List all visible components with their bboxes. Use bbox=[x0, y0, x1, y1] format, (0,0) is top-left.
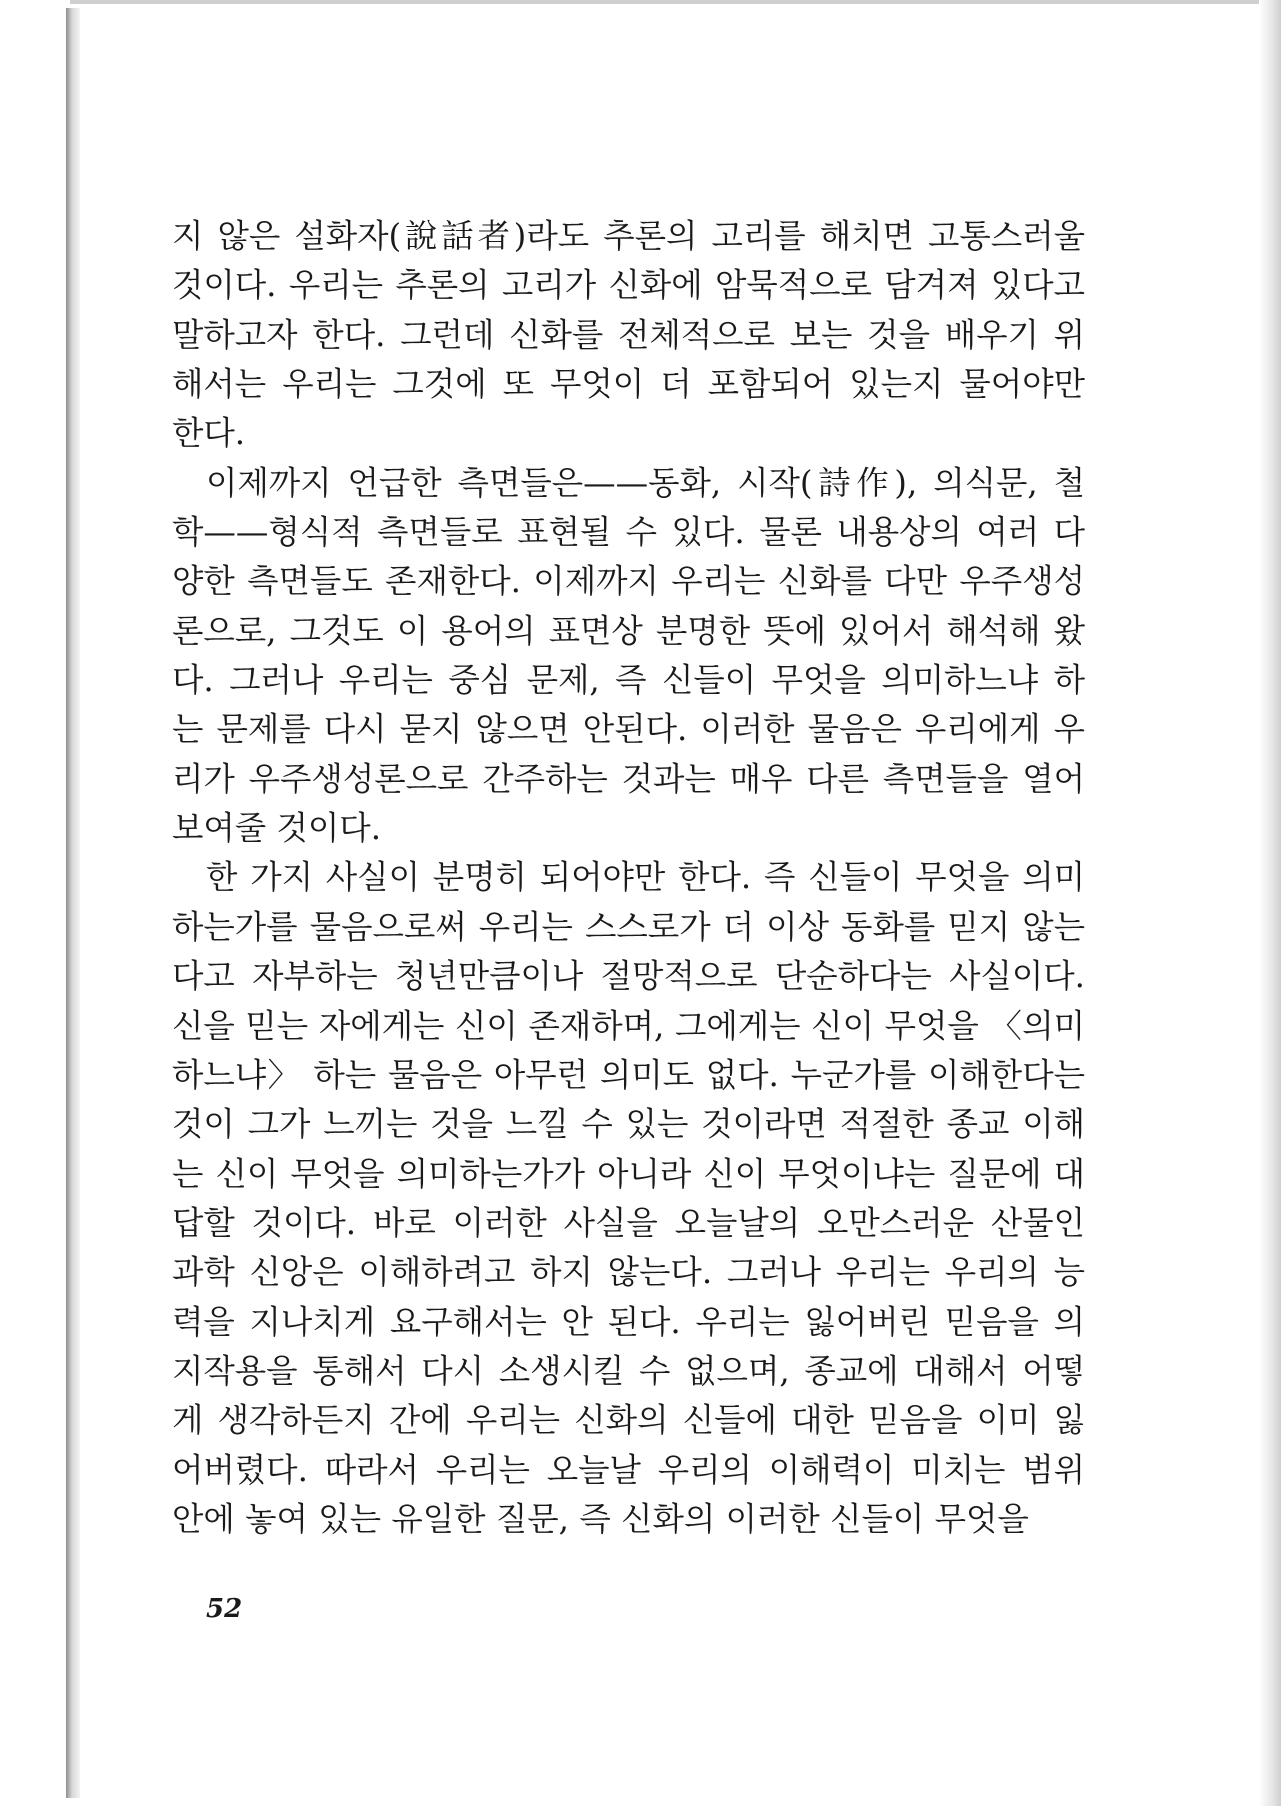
text-line: 론으로, 그것도 이 용어의 표면상 분명한 뜻에 있어서 해석해 왔 bbox=[172, 611, 1085, 650]
text-line: 신을 믿는 자에게는 신이 존재하며, 그에게는 신이 무엇을 〈의미 bbox=[172, 1006, 1085, 1045]
text-line: 학——형식적 측면들로 표현될 수 있다. 물론 내용상의 여러 다 bbox=[172, 513, 1085, 552]
text-line: 하는가를 물음으로써 우리는 스스로가 더 이상 동화를 믿지 않는 bbox=[172, 907, 1085, 946]
text-line: 게 생각하든지 간에 우리는 신화의 신들에 대한 믿음을 이미 잃 bbox=[172, 1401, 1085, 1440]
page-binding-shadow bbox=[66, 8, 80, 1798]
text-line: 답할 것이다. 바로 이러한 사실을 오늘날의 오만스러운 산물인 bbox=[172, 1203, 1085, 1242]
text-line: 한 가지 사실이 분명히 되어야만 한다. 즉 신들이 무엇을 의미 bbox=[206, 858, 1085, 897]
text-line: 다고 자부하는 청년만큼이나 절망적으로 단순하다는 사실이다. bbox=[172, 957, 1085, 996]
text-line: 것이다. 우리는 추론의 고리가 신화에 암묵적으로 담겨져 있다고 bbox=[172, 266, 1085, 305]
text-line: 하느냐〉 하는 물음은 아무런 의미도 없다. 누군가를 이해한다는 bbox=[172, 1055, 1085, 1094]
text-line: 는 신이 무엇을 의미하는가가 아니라 신이 무엇이냐는 질문에 대 bbox=[172, 1154, 1085, 1193]
text-line: 말하고자 한다. 그런데 신화를 전체적으로 보는 것을 배우기 위 bbox=[172, 315, 1085, 354]
page-edge-shadow bbox=[1259, 0, 1281, 1806]
text-line: 것이 그가 느끼는 것을 느낄 수 있는 것이라면 적절한 종교 이해 bbox=[172, 1105, 1085, 1144]
text-line: 리가 우주생성론으로 간주하는 것과는 매우 다른 측면들을 열어 bbox=[172, 759, 1085, 798]
text-line: 력을 지나치게 요구해서는 안 된다. 우리는 잃어버린 믿음을 의 bbox=[172, 1302, 1085, 1341]
text-line: 지 않은 설화자(說話者)라도 추론의 고리를 해치면 고통스러울 bbox=[172, 217, 1085, 255]
text-line: 다. 그러나 우리는 중심 문제, 즉 신들이 무엇을 의미하느냐 하 bbox=[172, 661, 1085, 700]
text-line: 보여줄 것이다. bbox=[172, 809, 382, 848]
text-line: 어버렸다. 따라서 우리는 오늘날 우리의 이해력이 미치는 범위 bbox=[172, 1450, 1085, 1489]
body-text bbox=[172, 212, 1085, 1544]
text-line: 지작용을 통해서 다시 소생시킬 수 없으며, 종교에 대해서 어떻 bbox=[172, 1351, 1085, 1390]
text-line: 해서는 우리는 그것에 또 무엇이 더 포함되어 있는지 물어야만 bbox=[172, 365, 1085, 404]
text-line: 양한 측면들도 존재한다. 이제까지 우리는 신화를 다만 우주생성 bbox=[172, 562, 1085, 601]
text-line: 는 문제를 다시 묻지 않으면 안된다. 이러한 물음은 우리에게 우 bbox=[172, 710, 1085, 749]
text-line: 과학 신앙은 이해하려고 하지 않는다. 그러나 우리는 우리의 능 bbox=[172, 1253, 1085, 1292]
text-line: 한다. bbox=[172, 414, 246, 453]
text-line: 안에 놓여 있는 유일한 질문, 즉 신화의 이러한 신들이 무엇을 bbox=[172, 1499, 1029, 1538]
text-line: 이제까지 언급한 측면들은——동화, 시작(詩作), 의식문, 철 bbox=[206, 463, 1085, 502]
page-number: 52 bbox=[206, 1594, 243, 1624]
